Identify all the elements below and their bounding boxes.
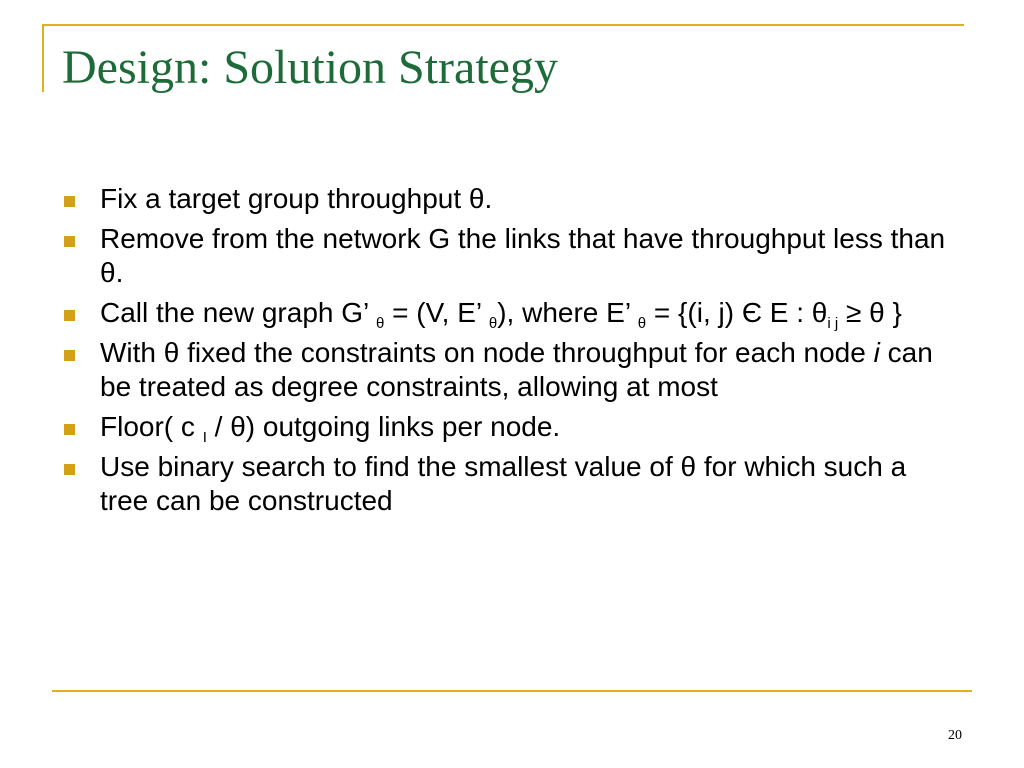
page-number: 20 (948, 728, 962, 743)
bullet-item (62, 410, 962, 444)
bullet-text-part: Floor( c (100, 411, 203, 442)
bullet-text-part: With θ fixed the constraints on node throughput for each node (100, 337, 874, 368)
bullet-text: Fix a target group throughput θ. (100, 183, 493, 214)
bullet-text: Use binary search to find the smallest value of θ for which such a tree can be constructed (100, 451, 907, 516)
italic-variable: i (873, 337, 880, 368)
bullet-item (62, 182, 962, 216)
bullet-text-part: = {(i, j) Є E : θ (646, 297, 828, 328)
left-rule (42, 24, 44, 92)
bullet-text: Remove from the network G the links that have throughput less than θ. (100, 223, 946, 288)
bullet-list (62, 182, 962, 524)
subscript: θ (488, 315, 498, 332)
bullet-text-part: ≥ θ } (838, 297, 902, 328)
bottom-rule (52, 690, 972, 692)
bullet-text-part: ), where E’ (497, 297, 638, 328)
square-bullet-icon (64, 236, 75, 247)
square-bullet-icon (64, 310, 75, 321)
bullet-item (62, 450, 962, 518)
subscript: i j (827, 315, 839, 332)
bullet-text-part: Call the new graph G’ (100, 297, 376, 328)
bullet-item (62, 336, 962, 404)
bullet-text-part: / θ) outgoing links per node. (206, 411, 561, 442)
square-bullet-icon (64, 350, 75, 361)
bullet-text-part: can be treated as degree constraints, allowing at most (100, 337, 933, 402)
square-bullet-icon (64, 464, 75, 475)
bullet-item (62, 222, 962, 290)
bullet-text-part: = (V, E’ (384, 297, 489, 328)
subscript: θ (637, 315, 647, 332)
slide-title: Design: Solution Strategy (62, 41, 558, 94)
square-bullet-icon (64, 196, 75, 207)
subscript: θ (376, 315, 385, 332)
subscript: I (202, 429, 207, 446)
bullet-item (62, 296, 962, 330)
top-rule (42, 24, 964, 26)
square-bullet-icon (64, 424, 75, 435)
